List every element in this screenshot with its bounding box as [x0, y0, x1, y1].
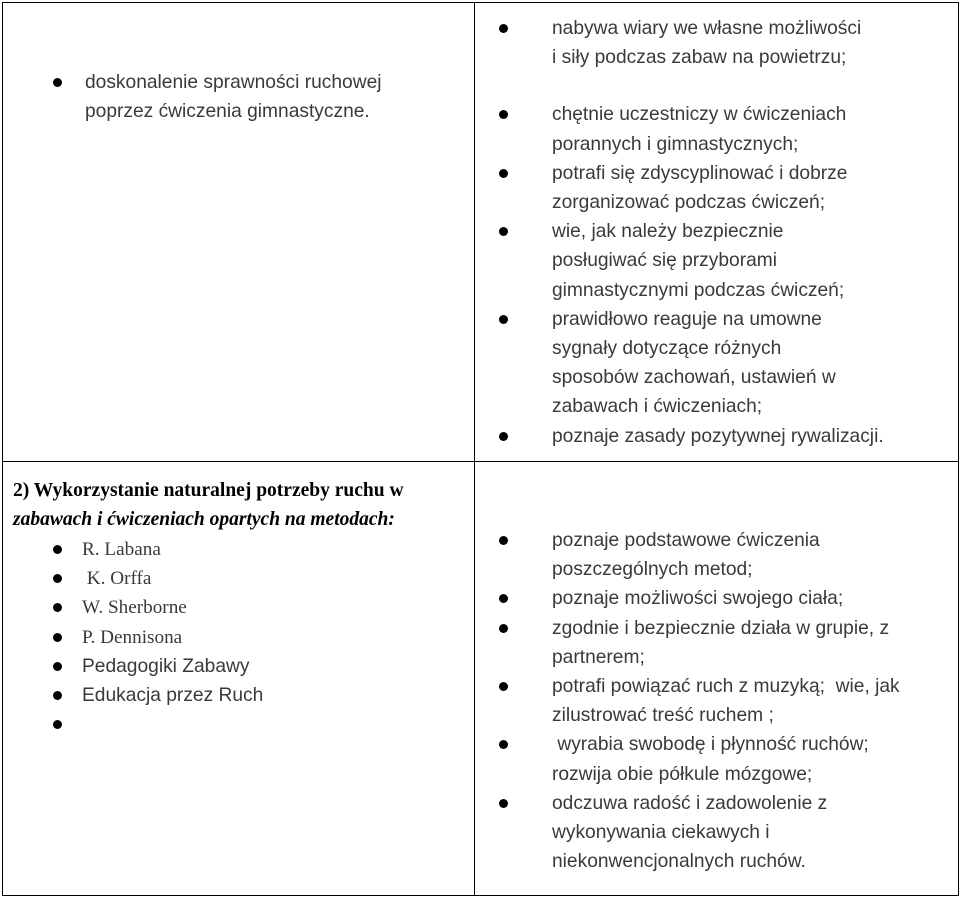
method-label: Pedagogiki Zabawy — [82, 655, 250, 677]
list-item — [475, 526, 852, 584]
list-item — [3, 623, 474, 652]
document-table — [2, 2, 959, 896]
method-label: K. Orffa — [82, 568, 152, 590]
list-item-text: nabywa wiary we własne możliwości i siły podczas zabaw na powietrzu; — [552, 18, 862, 69]
list-item — [3, 535, 474, 564]
list-item-text: poznaje zasady pozytywnej rywalizacji. — [552, 425, 884, 447]
goal-list — [3, 3, 474, 126]
bullet-icon — [499, 682, 508, 691]
list-item — [3, 564, 474, 593]
bullet-icon — [53, 545, 62, 554]
list-item-text: wyrabia swobodę i płynność ruchów; rozwija obie półkule mózgowe; — [552, 734, 875, 785]
list-item — [3, 593, 474, 622]
list-item — [53, 68, 405, 126]
bullet-icon — [499, 169, 508, 178]
list-item — [475, 159, 862, 217]
methods-list — [3, 534, 474, 739]
bullet-icon — [499, 536, 508, 545]
bullet-icon — [499, 432, 508, 441]
list-item-text: chętnie uczestniczy w ćwiczeniach porannych i gimnastycznych; — [552, 104, 847, 155]
bullet-icon — [499, 110, 508, 119]
skills-list — [475, 462, 958, 876]
list-item-text: wie, jak należy bezpiecznie posługiwać się przyborami gimnastycznymi podczas ćwiczeń; — [552, 221, 845, 301]
bullet-icon — [499, 594, 508, 603]
list-item-text: prawidłowo reaguje na umowne sygnały dotyczące różnych sposobów zachowań, ustawień w zabawach i ćwiczeniach; — [552, 308, 836, 418]
list-item-text: odczuwa radość i zadowolenie z wykonywania ciekawych i niekonwencjonalnych ruchów. — [552, 792, 828, 873]
list-item — [475, 422, 932, 451]
bullet-icon — [53, 691, 62, 700]
bullet-icon — [499, 624, 508, 633]
list-item — [475, 730, 922, 788]
method-label: Edukacja przez Ruch — [82, 685, 264, 707]
section-subheading: zabawach i ćwiczeniach opartych na metodach: — [13, 509, 395, 530]
list-item — [475, 672, 942, 730]
bullet-icon — [499, 315, 508, 324]
list-item — [475, 14, 862, 72]
list-item-text: poznaje możliwości swojego ciała; — [552, 588, 844, 610]
bullet-icon — [53, 574, 62, 583]
methods-cell — [3, 462, 475, 896]
list-item — [475, 584, 912, 613]
list-item — [475, 100, 872, 158]
list-item — [475, 217, 872, 305]
list-item — [3, 652, 474, 681]
bullet-icon — [53, 720, 62, 729]
list-item — [3, 710, 474, 739]
list-item — [475, 789, 852, 877]
method-label: R. Labana — [82, 539, 161, 560]
bullet-icon — [53, 603, 62, 612]
bullet-icon — [499, 24, 508, 33]
method-label: W. Sherborne — [82, 597, 187, 619]
list-item-text: potrafi powiązać ruch z muzyką; wie, jak zilustrować treść ruchem ; — [552, 676, 905, 727]
outcomes-cell — [475, 3, 959, 462]
goal-cell — [3, 3, 475, 462]
outcomes-list — [475, 3, 884, 451]
table-row — [3, 3, 959, 462]
bullet-icon — [499, 799, 508, 808]
table-row — [3, 462, 959, 896]
bullet-icon — [499, 227, 508, 236]
bullet-icon — [53, 633, 62, 642]
skills-cell — [475, 462, 959, 896]
bullet-icon — [53, 662, 62, 671]
list-item — [475, 305, 872, 422]
list-item-text: potrafi się zdyscyplinować i dobrze zorganizować podczas ćwiczeń; — [552, 162, 848, 214]
list-item-text: zgodnie i bezpiecznie działa w grupie, z partnerem; — [552, 617, 890, 668]
list-item-text: doskonalenie sprawności ruchowej poprzez ćwiczenia gimnastyczne. — [85, 72, 382, 123]
section-heading: 2) Wykorzystanie naturalnej potrzeby ruchu w — [13, 480, 404, 501]
list-item — [3, 681, 474, 710]
method-label: P. Dennisona — [82, 626, 183, 648]
bullet-icon — [499, 740, 508, 749]
list-item — [475, 614, 932, 672]
bullet-icon — [53, 78, 62, 87]
list-item-text: poznaje podstawowe ćwiczenia poszczególnych metod; — [552, 530, 820, 581]
